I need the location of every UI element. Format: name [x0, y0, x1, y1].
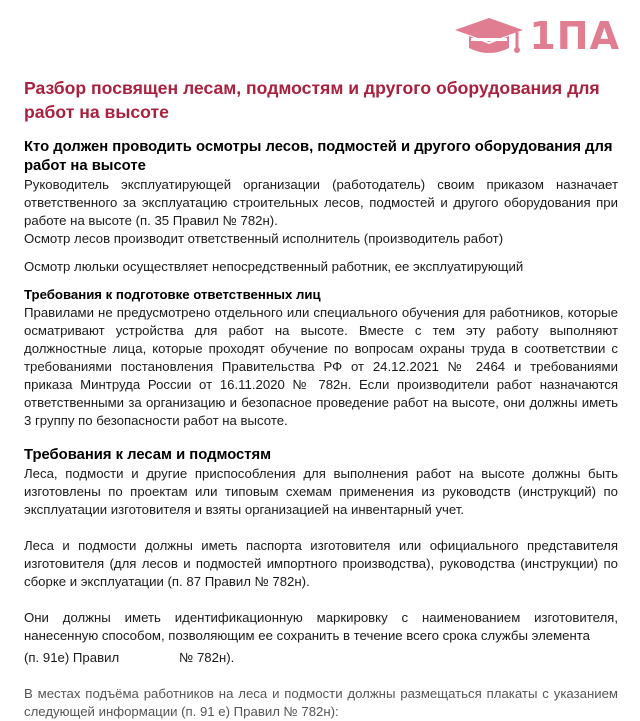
- paragraph: Леса, подмости и другие приспособления для выполнения работ на высоте должны быть изготовлены по проектам или типовым схемам применения из руководств (инструкций) по эксплуатации изготовителя и взяты организацией на инвентарный учет.: [24, 466, 618, 517]
- logo-text: 1ПА: [529, 14, 620, 58]
- reference-part: (п. 91е) Правил: [24, 650, 120, 665]
- article: [24, 76, 618, 721]
- paragraph: Руководитель эксплуатирующей организации (работодатель) своим приказом назначает ответственного за эксплуатацию строительных лесов, подмостей и другого оборудования при работе на высоте (п. 35 Правил № 782н).: [24, 177, 618, 228]
- page-title: Разбор посвящен лесам, подмостям и другого оборудования для работ на высоте: [24, 78, 600, 122]
- paragraph: Осмотр лесов производит ответственный исполнитель (производитель работ): [24, 231, 504, 246]
- paragraph: Правилами не предусмотрено отдельного или специального обучения для работников, которые осматривают устройства для работ на высоте. Вместе с тем эту работу выполняют должностные лица, которые проходят обучение по вопросам охраны труда в соответствии с требованиями постановления Правительства РФ от 24.12.2021 № 2464 и требованиями приказа Минтруда России от 16.11.2020 № 782н. Если производители работ назначаются ответственными за организацию и безопасное проведение работ на высоте, они должны иметь 3 группу по безопасности работ на высоте.: [24, 305, 618, 428]
- graduation-cap-icon: [453, 14, 525, 58]
- section-heading-inspections: Кто должен проводить осмотры лесов, подмостей и другого оборудования для работ на высоте: [24, 139, 613, 174]
- paragraph-reference: [24, 649, 618, 667]
- section-heading-scaffolding: Требования к лесам и подмостям: [24, 447, 272, 463]
- paragraph: Леса и подмости должны иметь паспорта изготовителя или официального представителя изготовителя (для лесов и подмостей импортного производства), руководства (инструкции) по сборке и эксплуатации (п. 87 Правил № 782н).: [24, 538, 618, 589]
- paragraph: В местах подъёма работников на леса и подмости должны размещаться плакаты с указанием следующей информации (п. 91 е) Правил № 782н):: [24, 686, 618, 719]
- section-heading-training: Требования к подготовке ответственных лиц: [24, 287, 321, 302]
- paragraph: Осмотр люльки осуществляет непосредственный работник, ее эксплуатирующий: [24, 259, 524, 274]
- reference-part: № 782н).: [179, 650, 235, 665]
- logo: [453, 14, 620, 58]
- paragraph: Они должны иметь идентификационную маркировку с наименованием изготовителя, нанесенную способом, позволяющим ее сохранить в течение всего срока службы элемента: [24, 610, 618, 643]
